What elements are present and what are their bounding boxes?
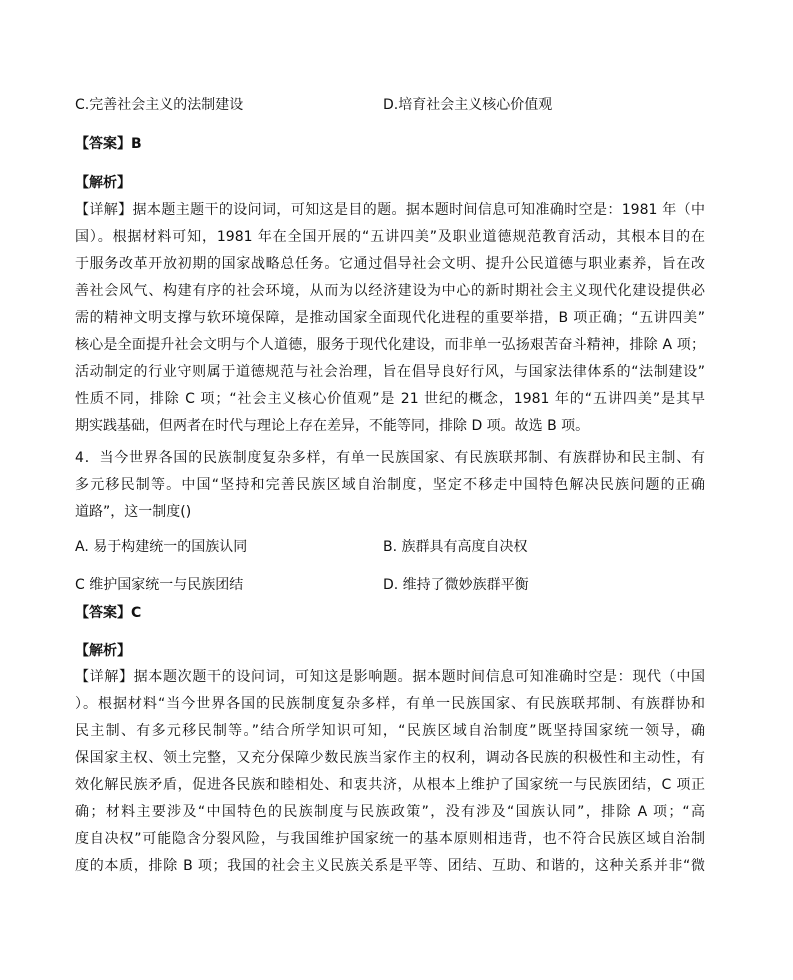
q3-answer-label: 【答案】: [75, 136, 131, 152]
q3-answer-value: B: [131, 136, 142, 152]
q4-option-d: D. 维持了微妙族群平衡: [383, 577, 529, 593]
q4-detail-line: 效化解民族矛盾，促进各民族和睦相处、和衷共济，从根本上维护了国家统一与民族团结，C 项正: [75, 777, 705, 793]
q4-answer-label: 【答案】: [75, 605, 131, 621]
q3-detail-line: 核心是全面提升社会文明与个人道德，服务于现代化建设，而非单一弘扬艰苦奋斗精神，排除 A 项；: [75, 337, 705, 353]
q4-detail-line: 度的本质，排除 B 项；我国的社会主义民族关系是平等、团结、互助、和谐的，这种关系并非“微: [75, 858, 705, 874]
q4-analysis-label: 【解析】: [75, 643, 131, 659]
q3-detail-line: 于服务改革开放初期的国家战略总任务。它通过倡导社会文明、提升公民道德与职业素养，旨在改: [75, 256, 705, 272]
q3-detail-line: 性质不同，排除 C 项；“社会主义核心价值观”是 21 世纪的概念，1981 年的“五讲四美”是其早: [75, 391, 705, 407]
q3-detail-line: 【详解】据本题主题干的设问词，可知这是目的题。据本题时间信息可知准确时空是：1981 年（中: [75, 202, 705, 218]
q4-detail-line: 【详解】据本题次题干的设问词，可知这是影响题。据本题时间信息可知准确时空是：现代（中国: [75, 669, 705, 685]
q4-answer-value: C: [131, 605, 142, 621]
q4-detail-line: 确；材料主要涉及“中国特色的民族制度与民族政策”，没有涉及“国族认同”，排除 A 项；“高: [75, 804, 705, 820]
q3-detail-line: 需的精神文明支撑与软环境保障，是推动国家全面现代化进程的重要举措，B 项正确；“五讲四美”: [75, 310, 705, 326]
q3-detail-line: 期实践基础，但两者在时代与理论上存在差异，不能等同，排除 D 项。故选 B 项。: [75, 418, 590, 434]
q4-detail-line: 度自决权”可能隐含分裂风险，与我国维护国家统一的基本原则相违背，也不符合民族区域自治制: [75, 831, 705, 847]
q4-stem-line: 多元移民制等。中国“坚持和完善民族区域自治制度，坚定不移走中国特色解决民族问题的正确: [75, 477, 705, 493]
q4-option-a: A. 易于构建统一的国族认同: [75, 539, 248, 555]
q4-detail-line: 保国家主权、领土完整，又充分保障少数民族当家作主的权利，调动各民族的积极性和主动性，有: [75, 750, 705, 766]
q3-detail-line: 活动制定的行业守则属于道德规范与社会治理，旨在倡导良好行风，与国家法律体系的“法制建设”: [75, 364, 705, 380]
q3-detail-line: 国）。根据材料可知，1981 年在全国开展的“五讲四美”及职业道德规范教育活动，其根本目的在: [75, 229, 705, 245]
q4-option-c: C 维护国家统一与民族团结: [75, 577, 244, 593]
q3-detail-line: 善社会风气、构建有序的社会环境，从而为以经济建设为中心的新时期社会主义现代化建设提供必: [75, 283, 705, 299]
q4-option-b: B. 族群具有高度自决权: [383, 539, 528, 555]
q3-answer: [75, 134, 142, 154]
q4-detail-line: ）。根据材料“当今世界各国的民族制度复杂多样，有单一民族国家、有民族联邦制、有族群协和: [75, 696, 705, 712]
q3-option-c: C.完善社会主义的法制建设: [75, 97, 244, 113]
q3-option-d: D.培育社会主义核心价值观: [383, 97, 553, 113]
q4-stem-line: 4．当今世界各国的民族制度复杂多样，有单一民族国家、有民族联邦制、有族群协和民主制、有: [75, 450, 705, 466]
q4-stem-line: 道路”，这一制度(): [75, 504, 192, 520]
q3-analysis-label: 【解析】: [75, 175, 131, 191]
q4-detail-line: 民主制、有多元移民制等。”结合所学知识可知，“民族区域自治制度”既坚持国家统一领导，确: [75, 723, 705, 739]
q4-answer: [75, 603, 141, 623]
